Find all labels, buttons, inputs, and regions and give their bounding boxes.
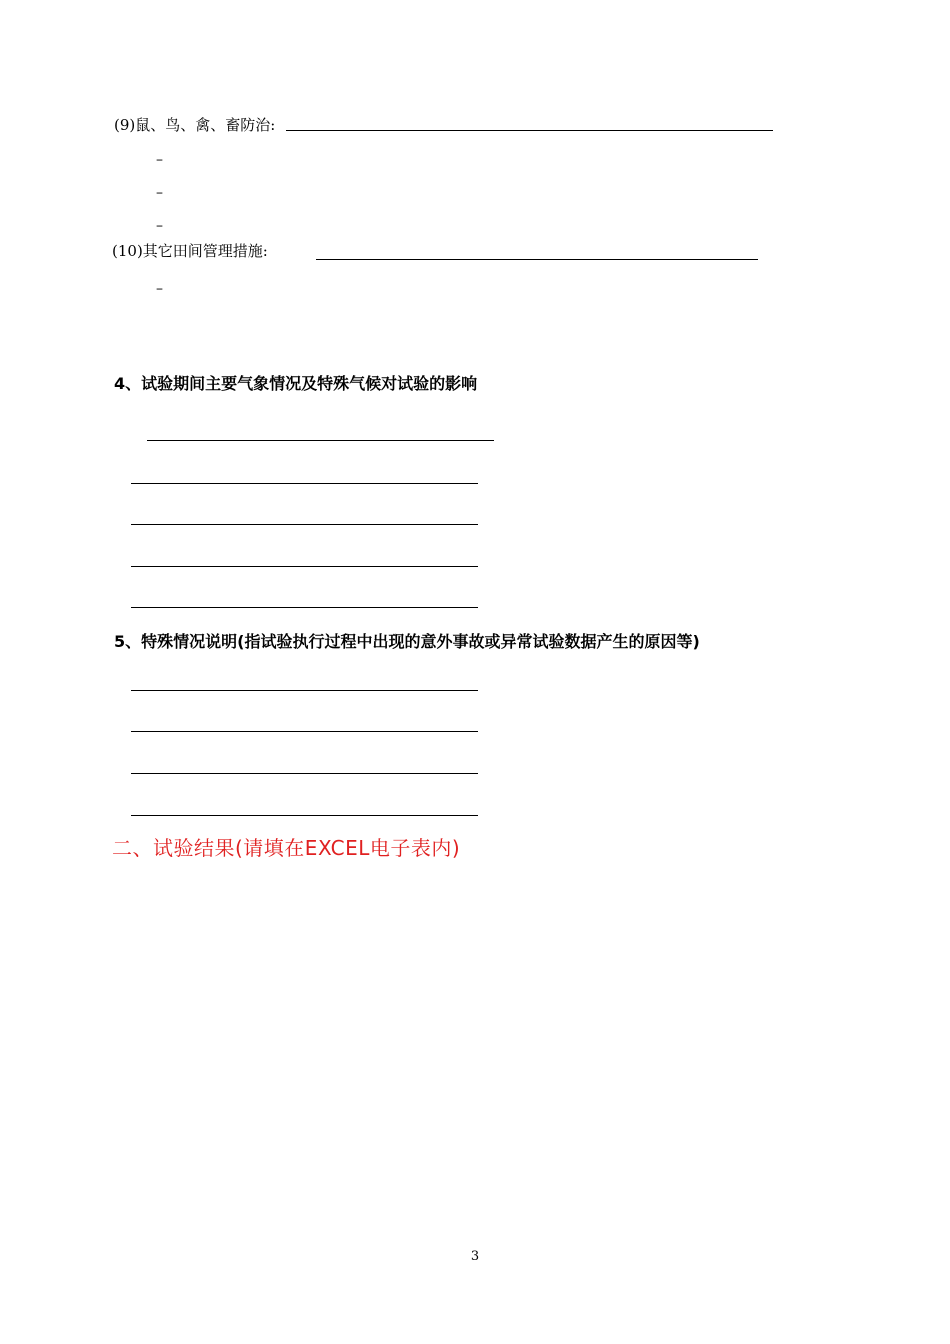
weather-blank-line[interactable] <box>131 566 478 567</box>
special-blank-line[interactable] <box>131 690 478 691</box>
other-measures-label: (10)其它田间管理措施: <box>112 242 268 260</box>
weather-section-heading: 4、试验期间主要气象情况及特殊气候对试验的影响 <box>114 374 478 393</box>
weather-blank-line[interactable] <box>147 440 494 441</box>
dash-mark: – <box>156 218 163 234</box>
weather-blank-line[interactable] <box>131 607 478 608</box>
pest-control-label: (9)鼠、鸟、禽、畜防治: <box>114 116 276 134</box>
special-blank-line[interactable] <box>131 773 478 774</box>
special-section-heading: 5、特殊情况说明(指试验执行过程中出现的意外事故或异常试验数据产生的原因等) <box>114 632 700 651</box>
dash-mark: – <box>156 185 163 201</box>
special-blank-line[interactable] <box>131 815 478 816</box>
weather-blank-line[interactable] <box>131 483 478 484</box>
weather-blank-line[interactable] <box>131 524 478 525</box>
special-blank-line[interactable] <box>131 731 478 732</box>
other-measures-blank[interactable] <box>316 259 758 260</box>
dash-mark: – <box>156 152 163 168</box>
pest-control-blank[interactable] <box>286 130 773 131</box>
page-number: 3 <box>470 1249 480 1264</box>
dash-mark: – <box>156 281 163 297</box>
results-part-heading: 二、试验结果(请填在EXCEL电子表内) <box>112 836 461 860</box>
